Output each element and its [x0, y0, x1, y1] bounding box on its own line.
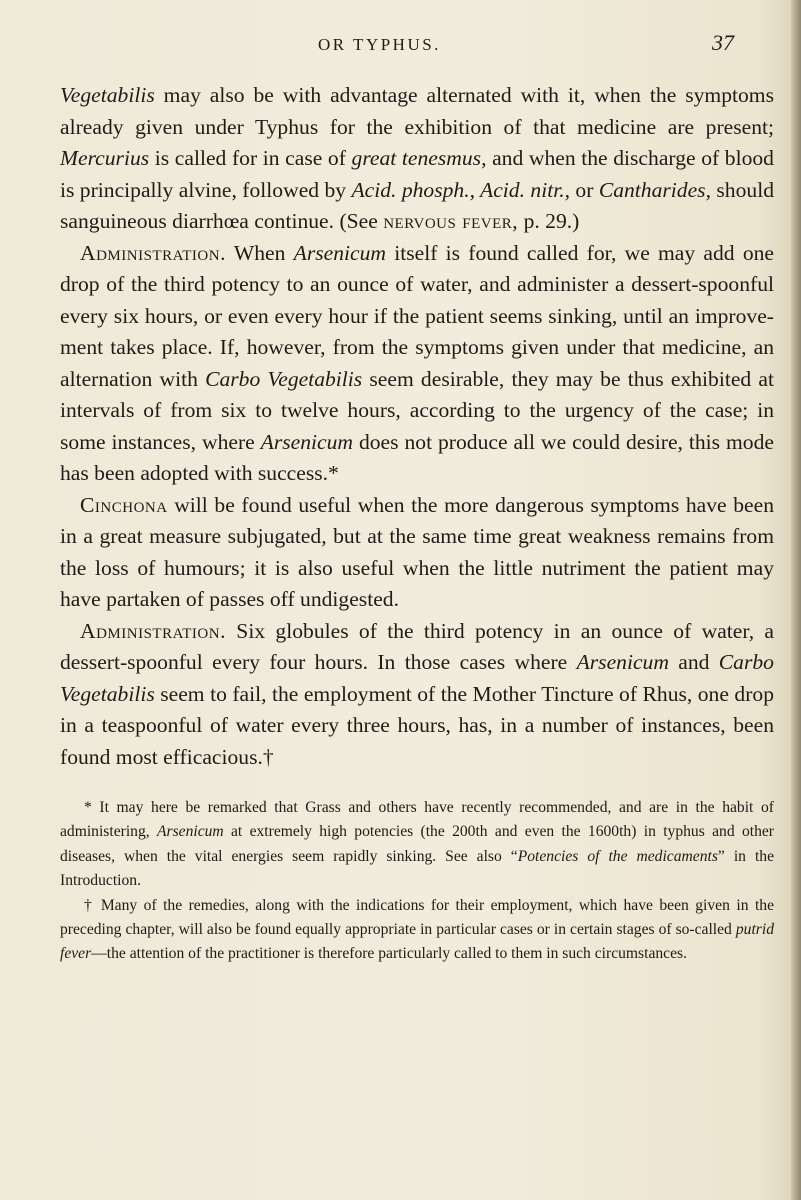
- text-run: and: [668, 650, 719, 674]
- footnote-asterisk: [60, 796, 774, 894]
- text-run: When: [226, 240, 294, 265]
- cross-reference: Potencies of the medicaments: [517, 847, 718, 865]
- text-run: will be found useful when the more dangerous symptoms have been in a great measure subjugated, but at the same time great weakness remains from the loss of humours; it is also useful when the little nutriment the patient may have partaken of passes off undigested.: [60, 492, 774, 611]
- text-run: seem to fail, the employment of the Mother Tincture of Rhus, one drop in a teaspoonful of water every three hours, has, in a number of instances, been found most efficacious.†: [60, 681, 774, 769]
- remedy-name: Mercurius: [60, 146, 150, 170]
- text-run: seem desirable, they may be thus exhibited at intervals of from six to twelve hours, according to the urgency of the case; in some instances, where: [60, 366, 774, 454]
- text-run: itself is found called for, we may add one drop of the third potency to an ounce of water, and administer a dessert-spoonful every six hours, or even every hour if the patient seems sinking, until an improvement takes place. If, however, from the symptoms given under that medicine, an alternation with: [60, 240, 774, 391]
- text-run: may also be with advantage alternated with it, when the symptoms already given under Typhus for the exhibition of that medicine are present;: [60, 83, 774, 139]
- text-run: —the attention of the practitioner is therefore particularly called to them in such circumstances.: [91, 945, 687, 963]
- section-label: Cinchona: [80, 492, 168, 517]
- remedy-name: Carbo Vegetabilis: [205, 366, 363, 391]
- text-run: should sanguineous diarrhœa continue. (See: [60, 177, 774, 233]
- remedy-name: Vegetabilis: [60, 83, 155, 107]
- text-run: is called for in case of: [149, 146, 352, 170]
- text-run: or: [570, 177, 599, 202]
- emphasis: great tenesmus,: [351, 146, 487, 170]
- page-number: 37: [712, 30, 734, 55]
- remedy-name: Arsenicum: [293, 240, 386, 265]
- remedy-name: Acid. phosph., Acid. nitr.,: [351, 177, 571, 202]
- remedy-name: Carbo Vegetabilis: [60, 650, 774, 706]
- remedy-name: Arsenicum: [156, 823, 224, 841]
- running-head: OR TYPHUS.: [318, 35, 441, 54]
- footnotes: [60, 796, 774, 967]
- page-edge-shadow: [791, 0, 801, 1200]
- page-header: [0, 30, 801, 64]
- section-label: Administration.: [80, 618, 226, 643]
- text-run: p. 29.): [518, 209, 580, 233]
- section-label: Administration.: [80, 240, 226, 265]
- paragraph-administration-arsenicum: [60, 238, 774, 490]
- text-run: and when the discharge of blood is principally alvine, followed by: [60, 146, 774, 202]
- paragraph-cinchona: [60, 490, 774, 616]
- text-run: does not produce all we could desire, this mode has been adopted with success.*: [60, 429, 774, 485]
- footnote-dagger: [60, 894, 774, 967]
- text-run: at extremely high potencies (the 200th and even the 1600th) in typhus and other diseases, when the vital energies seem rapidly sinking. See also “: [60, 823, 774, 865]
- cross-reference: nervous fever,: [383, 209, 519, 233]
- paragraph-administration-cinchona: [60, 616, 774, 774]
- text-run: ” in the Introduction.: [60, 847, 774, 890]
- text-run: * It may here be remarked that Grass and others have recently recommended, and are in the habit of administering,: [60, 799, 774, 841]
- text-run: † Many of the remedies, along with the indications for their employment, which have been given in the preceding chapter, will also be found equally appropriate in particular cases or in certain stages of so-called: [60, 896, 774, 939]
- text-run: Six globules of the third potency in an ounce of water, a dessert-spoonful every four hours. In those cases where: [60, 618, 774, 674]
- main-text: [60, 80, 774, 773]
- remedy-name: Arsenicum: [576, 650, 669, 674]
- paragraph-vegetabilis: [60, 80, 774, 238]
- emphasis: putrid fever: [60, 921, 774, 963]
- remedy-name: Cantharides,: [598, 177, 711, 202]
- remedy-name: Arsenicum: [260, 429, 354, 454]
